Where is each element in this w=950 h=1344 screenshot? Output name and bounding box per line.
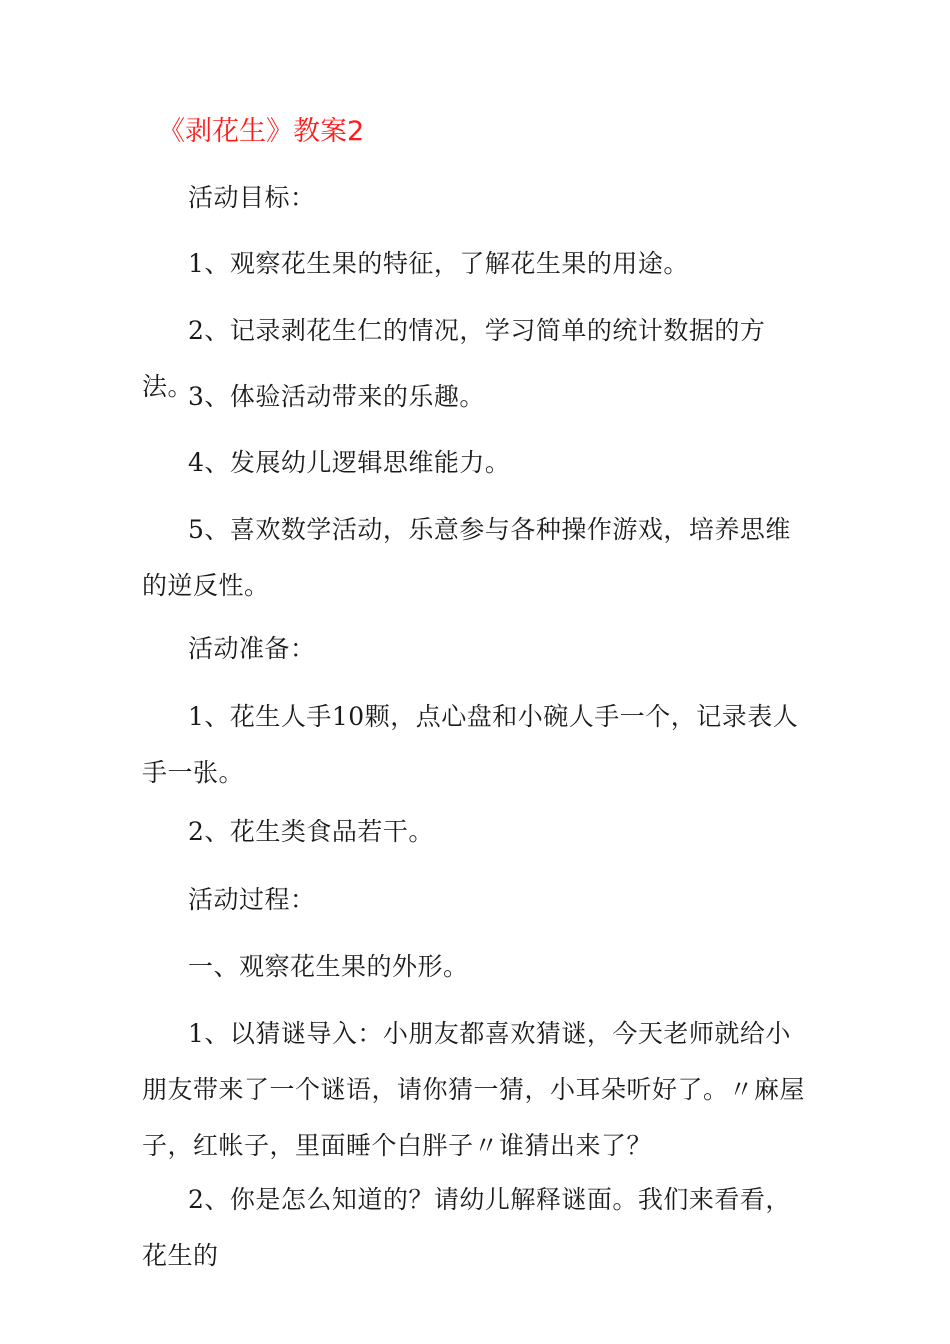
document-title: 《剥花生》教案2: [158, 116, 365, 147]
paragraph-riddle-explain: 2、你是怎么知道的？请幼儿解释谜面。我们来看看，花生的: [142, 1185, 791, 1270]
paragraph-riddle-intro: 1、以猜谜导入：小朋友都喜欢猜谜，今天老师就给小朋友带来了一个谜语，请你猜一猜，小耳朵听好了。〃麻屋子，红帐子，里面睡个白胖子〃谁猜出来了？: [142, 1019, 806, 1160]
paragraph-goal-2: 2、记录剥花生仁的情况，学习简单的统计数据的方法。: [142, 316, 766, 401]
paragraph-goal-5: 5、喜欢数学活动，乐意参与各种操作游戏，培养思维的逆反性。: [142, 515, 791, 600]
paragraph-process-heading: 活动过程：: [188, 885, 316, 914]
paragraph-goal-3: 3、体验活动带来的乐趣。: [188, 382, 485, 411]
paragraph-goal-4: 4、发展幼儿逻辑思维能力。: [188, 448, 511, 477]
paragraph-goal-1: 1、观察花生果的特征，了解花生果的用途。: [188, 249, 689, 278]
paragraph-preparation-1: 1、花生人手10颗，点心盘和小碗人手一个，记录表人手一张。: [142, 702, 799, 787]
paragraph-preparation-2: 2、花生类食品若干。: [188, 817, 434, 846]
paragraph-preparation-heading: 活动准备：: [188, 634, 316, 663]
paragraph-activity-goals-heading: 活动目标：: [188, 183, 316, 212]
paragraph-process-step-1: 一、观察花生果的外形。: [188, 952, 469, 981]
